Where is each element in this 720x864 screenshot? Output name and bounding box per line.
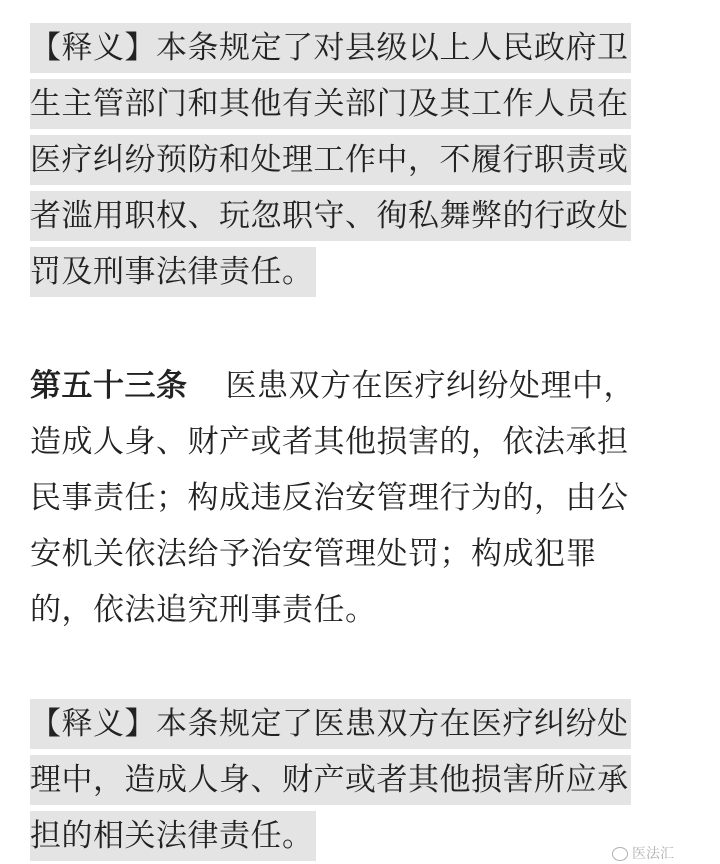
text-line: 民事责任；构成违反治安管理行为的，由公 (30, 480, 629, 516)
highlighted-text: 【释义】本条规定了医患双方在医疗纠纷处 (30, 699, 631, 749)
text-line (30, 132, 690, 188)
watermark-text: 医法汇 (632, 846, 674, 862)
highlighted-text: 生主管部门和其他有关部门及其工作人员在 (30, 79, 631, 129)
article-text: 医患双方在医疗纠纷处理中， (225, 368, 635, 404)
highlighted-text: 【释义】本条规定了对县级以上人民政府卫 (30, 23, 631, 73)
text-line: 安机关依法给予治安管理处罚；构成犯罪 (30, 536, 597, 572)
highlighted-text: 者滥用职权、玩忽职守、徇私舞弊的行政处 (30, 191, 631, 241)
highlighted-text: 医疗纠纷预防和处理工作中，不履行职责或 (30, 135, 631, 185)
text-line (30, 752, 690, 808)
article-53-paragraph (30, 358, 690, 638)
interpretation-paragraph-2 (30, 696, 690, 864)
text-line (30, 696, 690, 752)
text-line (30, 808, 690, 864)
text-line: 造成人身、财产或者其他损害的，依法承担 (30, 424, 629, 460)
text-line (30, 76, 690, 132)
text-line (30, 358, 690, 414)
highlighted-text: 理中，造成人身、财产或者其他损害所应承 (30, 755, 631, 805)
text-line (30, 244, 690, 300)
watermark (612, 843, 674, 863)
text-line (30, 20, 690, 76)
highlighted-text: 担的相关法律责任。 (30, 811, 316, 861)
text-line (30, 188, 690, 244)
interpretation-paragraph-1 (30, 20, 690, 300)
highlighted-text: 罚及刑事法律责任。 (30, 247, 316, 297)
text-line: 的，依法追究刑事责任。 (30, 592, 377, 628)
article-heading: 第五十三条 (30, 368, 188, 404)
